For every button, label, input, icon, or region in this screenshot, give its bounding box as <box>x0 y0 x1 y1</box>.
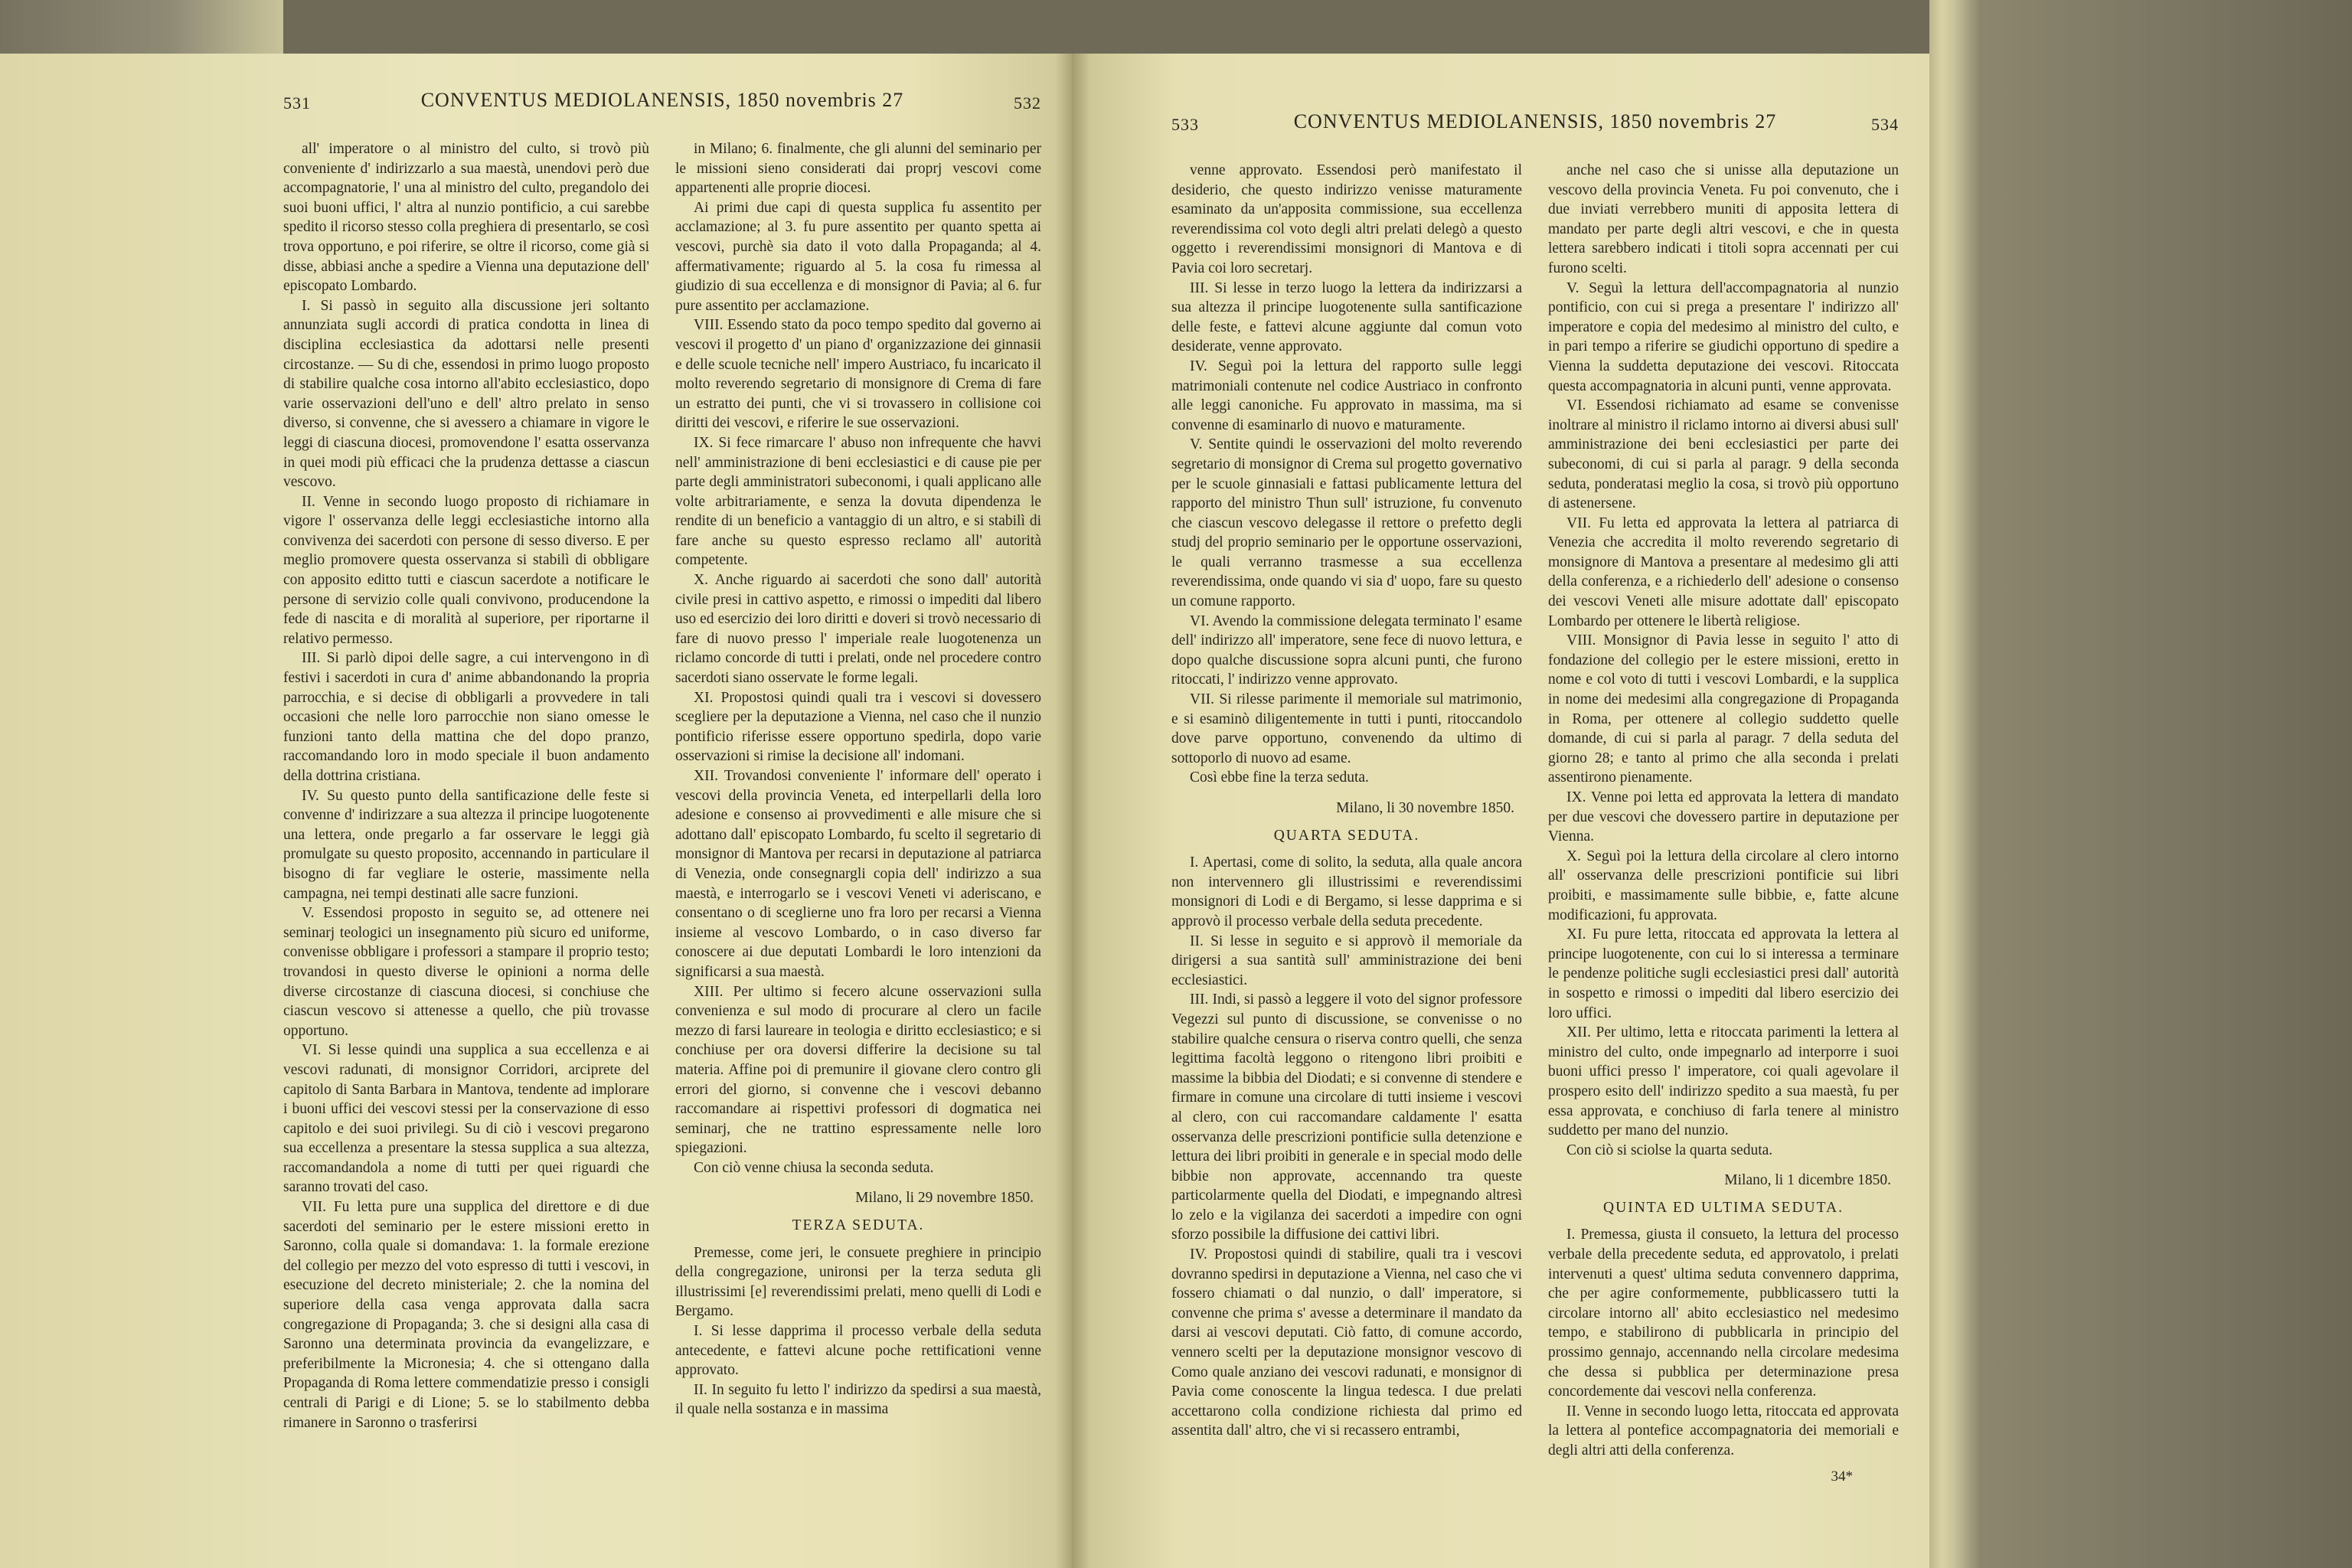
paragraph: I. Premessa, giusta il consueto, la lettura del processo verbale della precedente seduta, ed approvatolo, i prelati intervenuti a quest' ultima seduta convennero dapprima, che per agire conformemente, pubblicassero tutti la circolare intorno all' abito ecclesiastico nel medesimo tempo, e stabilirono di pubblicarla in principio del prossimo gennajo, accennando nella circolare medesima che dessa si pubblica per determinazione presa concordemente dai vescovi nella conferenza. <box>1548 1227 1899 1400</box>
paragraph: Con ciò si sciolse la quarta seduta. <box>1566 1142 1773 1158</box>
text-column <box>283 139 649 1432</box>
session-heading: QUARTA SEDUTA. <box>1273 827 1420 844</box>
page-number: 532 <box>1014 93 1041 113</box>
book-gutter <box>1055 54 1090 1568</box>
page-number: 533 <box>1171 115 1199 134</box>
text-column <box>1548 161 1899 1486</box>
paragraph: XI. Propostosi quindi quali tra i vescovi si dovessero scegliere per la deputazione a Vienna, nel caso che il nunzio pontificio riferisse essere opportuno spedirla, dopo varie osservazioni si rimise la decisione all' indomani. <box>675 689 1041 765</box>
paragraph: VI. Si lesse quindi una supplica a sua eccellenza e ai vescovi radunati, di monsignor Corridori, arciprete del capitolo di Santa Barbara in Mantova, tendente ad implorare i buoni uffici dei vescovi stessi per la conservazione di esso capitolo e dei suoi privilegi. Su di ciò i vescovi pregarono sua eccellenza a presentare la stessa supplica a sua altezza, raccomandandola a nome di tutti per quei riguardi che saranno trovati del caso. <box>283 1042 649 1196</box>
paragraph: Così ebbe fine la terza seduta. <box>1190 769 1369 786</box>
paragraph: II. Venne in secondo luogo letta, ritoccata ed approvata la lettera al pontefice accompagnatoria dei memoriali e degli altri atti della conferenza. <box>1548 1403 1899 1459</box>
paragraph: X. Seguì poi la lettura della circolare al clero intorno all' osservanza delle prescrizioni pontificie sui libri proibiti, e massimamente sulle bibbie, e, fatte alcune modificazioni, fu approvata. <box>1548 848 1899 923</box>
paragraph: IX. Venne poi letta ed approvata la lettera di mandato per due vescovi che dovessero partire in deputazione per Vienna. <box>1548 789 1899 845</box>
page-number: 534 <box>1871 115 1899 134</box>
paragraph: IV. Propostosi quindi di stabilire, quali tra i vescovi dovranno spedirsi in deputazione a Vienna, nel caso che vi fossero chiamati o dal nunzio, o dall' imperatore, si convenne che prima s' avesse a determinare il mandato da darsi ai vescovi deputati. Ciò fatto, di comune accordo, vennero scelti per la deputazione monsignor vescovo di Como quale anziano dei vescovi radunati, e monsignor di Pavia come conoscente la lingua tedesca. I due prelati accettarono colla condizione richiesta dal primo ed assentita dall' altro, che vi si recassero entrambi, <box>1171 1246 1522 1439</box>
running-title: CONVENTUS MEDIOLANENSIS, 1850 novembris 27 <box>420 89 904 111</box>
paragraph: XIII. Per ultimo si fecero alcune osservazioni sulla convenienza e sul modo di procurare al clero un facile mezzo di farsi laureare in teologia e diritto ecclesiastico; e si conchiuse per ora doversi differire la decisione su tal materia. Affine poi di premunire il giovane clero contro gli errori del giorno, si convenne che i vescovi debanno raccomandare ai rispettivi professori di dogmatica nei seminarj, che ne trattino espressamente nelle loro spiegazioni. <box>675 983 1041 1157</box>
paragraph: I. Si lesse dapprima il processo verbale della seduta antecedente, e fattevi alcune poche rettificationi venne approvato. <box>675 1323 1041 1379</box>
right-page-edge <box>1929 0 2352 1568</box>
left-page-header <box>283 78 1041 139</box>
paragraph: V. Sentite quindi le osservazioni del molto reverendo segretario di monsignor di Crema sul progetto governativo per le scuole ginnasiali e fattasi publicamente lettura del rapporto del ministro Thun sull' istruzione, fu convenuto che ciascun vescovo delegasse il rettore o prefetto degli studj del proprio seminario per le opportune osservazioni, le quali verranno trasmesse a sua eccellenza reverendissima, onde quando vi sia d' uopo, fare su questo un comune rapporto. <box>1171 436 1522 610</box>
paragraph: VI. Essendosi richiamato ad esame se convenisse inoltrare al ministro il riclamo intorno ai diversi abusi sull' amministrazione dei beni ecclesiastici per parte dei subeconomi, di cui si parla al paragr. 9 della seconda seduta, ponderatasi meglio la cosa, si trovò più opportuno di astenersene. <box>1548 397 1899 512</box>
paragraph: II. In seguito fu letto l' indirizzo da spedirsi a sua maestà, il quale nella sostanza e in massima <box>675 1381 1041 1418</box>
session-date: Milano, li 29 novembre 1850. <box>855 1190 1034 1207</box>
paragraph: IV. Su questo punto della santificazione delle feste si convenne d' indirizzare a sua altezza il principe luogotenente una lettera, onde pregarlo a far osservare le leggi già promulgate su questo proposito, accennando in particulare il bisogno di far vegliare le osterie, massimente nella campagna, nei tempi destinati alle sacre funzioni. <box>283 787 649 902</box>
paragraph: VII. Fu letta ed approvata la lettera al patriarca di Venezia che accredita il molto reverendo segretario di monsignore di Mantova a presentare al medesimo gli atti della conferenza, e a richiederlo dell' adesione o consenso dei vescovi Veneti alle misure adottate dall' episcopato Lombardo per ottenere le libertà religiose. <box>1548 514 1899 629</box>
paragraph: XII. Trovandosi conveniente l' informare dell' operato i vescovi della provincia Veneta, ed interpellarli della loro adesione e consenso ai provvedimenti e alle misure che si adottano dall' episcopato Lombardo, fu scelto il segretario di monsignor di Mantova per recarsi in deputazione al patriarca di Venezia, onde consegnargli copia dell' indirizzo a sua maestà, e interrogarlo se i vescovi Veneti vi aderiscano, e consentano o di sceglierne uno fra loro per recarsi a Vienna insieme al vescovo Lombardo, o in caso diverso far conoscere ai due deputati Lombardi le loro intenzioni da significarsi a sua maestà. <box>675 768 1041 980</box>
paragraph: X. Anche riguardo ai sacerdoti che sono dall' autorità civile presi in cattivo aspetto, e rimossi o impediti dal libero uso ed esercizio dei loro diritti e doveri si trovò necessario di fare di nuovo presso l' imperiale reale luogotenenza un riclamo concorde di tutti i prelati, onde nel procedere contro sacerdoti siano osservate le forme legali. <box>675 572 1041 687</box>
session-date: Milano, li 30 novembre 1850. <box>1336 800 1514 816</box>
running-title: CONVENTUS MEDIOLANENSIS, 1850 novembris 27 <box>1293 110 1777 132</box>
paragraph: II. Si lesse in seguito e si approvò il memoriale da dirigersi a sua santità sull' amministrazione dei beni ecclesiastici. <box>1171 933 1522 988</box>
session-heading: QUINTA ED ULTIMA SEDUTA. <box>1603 1199 1844 1216</box>
session-date: Milano, li 1 dicembre 1850. <box>1724 1172 1891 1189</box>
paragraph: II. Venne in secondo luogo proposto di richiamare in vigore l' osservanza delle leggi ecclesiastiche intorno alla convivenza dei sacerdoti con persone di sesso diverso. E per meglio promovere questa osservanza si stabilì di obbligare con apposito editto tutti e ciascun sacerdote a notificare le persone di servizio colle quali convivono, producendone la fede di nascita e di moralità al superiore, per riportarne il relativo permesso. <box>283 493 649 647</box>
right-page-header <box>1171 100 1899 161</box>
left-page <box>0 54 1072 1568</box>
text-column <box>1171 161 1522 1486</box>
paragraph: III. Si lesse in terzo luogo la lettera da indirizzarsi a sua altezza il principe luogotenente sulla santificazione delle feste, e fattevi alcune aggiunte dal comun voto desiderate, venne approvato. <box>1171 279 1522 355</box>
paragraph: VII. Si rilesse parimente il memoriale sul matrimonio, e si esaminò diligentemente in tutti i punti, ritoccandolo dove parve opportuno, convenendo da ultimo di sottoporlo di nuovo ad esame. <box>1171 691 1522 766</box>
paragraph: VII. Fu letta pure una supplica del direttore e di due sacerdoti del seminario per le estere missioni eretto in Saronno, colla quale si domandava: 1. la formale erezione del collegio per mezzo del voto espresso di tutti i vescovi, in esecuzione del decreto ministeriale; 2. che la nomina del superiore della casa venga approvata dalla sacra congregazione di Propaganda; 3. che si designi alla casa di Saronno una determinata provincia da evangelizzare, e preferibilmente la Micronesia; 4. che si ottengano dalla Propaganda di Roma lettere commendatizie presso i consigli centrali di Parigi e di Lione; 5. se lo stabilmento debba rimanere in Saronno o trasferirsi <box>283 1199 649 1431</box>
paragraph: XI. Fu pure letta, ritoccata ed approvata la lettera al principe luogotenente, con cui lo si interessa a terminare le pendenze politiche sugli ecclesiastici presi dall' autorità in sospetto e rimossi o impediti dal libero esercizio dei loro uffici. <box>1548 926 1899 1021</box>
paragraph: V. Seguì la lettura dell'accompagnatoria al nunzio pontificio, con cui si prega a presentare l' indirizzo all' imperatore e copia del medesimo al ministro del culto, e in pari tempo a riferire se giudichi opportuno di spedire a Vienna la suddetta deputazione dei vescovi. Ritoccata questa accompagnatoria in alcuni punti, venne approvata. <box>1548 279 1899 394</box>
signature-mark: 34* <box>1831 1468 1853 1485</box>
paragraph: Con ciò venne chiusa la seconda seduta. <box>694 1159 934 1176</box>
paragraph: V. Essendosi proposto in seguito se, ad ottenere nei seminarj teologici un insegnamento più sicuro ed uniforme, convenisse obbligare i professori a stampare il proprio testo; trovandosi in questo diverse le opinioni a norma delle diverse circostanze di ciascuna diocesi, si conchiuse che ciascun vescovo si attenesse a quello, che più trovasse opportuno. <box>283 905 649 1039</box>
paragraph: anche nel caso che si unisse alla deputazione un vescovo della provincia Veneta. Fu poi convenuto, che i due inviati verrebbero muniti di apposita lettera di mandato per parte degli altri vescovi, e che in questa lettera sarebbero indicati i titoli sopra accennati per cui furono scelti. <box>1548 162 1899 276</box>
paragraph: VI. Avendo la commissione delegata terminato l' esame dell' indirizzo all' imperatore, sene fece di nuovo lettura, e dopo qualche discussione sopra alcuni punti, che furono ritoccati, l' indirizzo venne approvato. <box>1171 612 1522 688</box>
paragraph: III. Indi, si passò a leggere il voto del signor professore Vegezzi sul punto di discussione, se convenisse o no stabilire qualche censura o riserva contro quelli, che senza legittima facoltà leggono o ritengono libri proibiti e massime la bibbia del Diodati; e si convenne di stendere e firmare in comune una circolare di tutti insieme i vescovi al clero, con cui raccomandare caldamente l' esatta osservanza delle prescrizioni pontificie sulla detenzione e lettura dei libri proibiti in generale e in special modo delle bibbie non approvate, accennando tra queste particolarmente quella del Diodati, e impegnando altresì lo zelo e la vigilanza dei sacerdoti a impedire con ogni sforzo possibile la diffusione dei cattivi libri. <box>1171 991 1522 1243</box>
paragraph: IX. Si fece rimarcare l' abuso non infrequente che havvi nell' amministrazione di beni ecclesiastici e di cause pie per parte degli amministratori subeconomi, i quali applicano alle volte arbitrariamente, e senza la dovuta dipendenza le rendite di un beneficio a vantaggio di un altro, e si stabilì di fare anche su questo espresso reclamo all' autorità competente. <box>675 434 1041 569</box>
paragraph: IV. Seguì poi la lettura del rapporto sulle leggi matrimoniali contenute nel codice Austriaco in confronto alle leggi canoniche. Fu approvato in massima, ma si convenne di esaminarlo di nuovo e maturamente. <box>1171 358 1522 433</box>
paragraph: VIII. Monsignor di Pavia lesse in seguito l' atto di fondazione del collegio per le estere missioni, eretto in nome e col voto di tutti i vescovi Lombardi, e la supplica in nome dei medesimi alla congregazione di Propaganda in Roma, per ottenere al collegio suddetto quelle domande, di cui si parla al paragr. 7 della seduta del giorno 28; e tanto al primo che alla seconda i prelati assentirono pienamente. <box>1548 632 1899 786</box>
page-number: 531 <box>283 93 311 113</box>
paragraph: XII. Per ultimo, letta e ritoccata parimenti la lettera al ministro del culto, onde impegnarlo ad interporre i suoi buoni uffici presso l' imperatore, coi quali agevolare il prospero esito dell' indirizzo spedito a sua maestà, fu per essa approvata, e conchiuso di farla tenere al ministro suddetto per mano del nunzio. <box>1548 1024 1899 1139</box>
paragraph: I. Si passò in seguito alla discussione jeri soltanto annunziata sugli accordi di pratica condotta in linea di disciplina ecclesiastica da adottarsi nelle presenti circostanze. — Su di che, essendosi in primo luogo proposto di stabilire qualche cosa intorno all'abito ecclesiastico, dopo varie osservazioni dell'uno e dell' altro prelato in senso diverso, si convenne, che si avessero a chiamare in vigore le leggi di ciascuna diocesi, promovendone l' esatta osservanza in quei modi più efficaci che la prudenza dettasse a ciascun vescovo. <box>283 297 649 491</box>
paragraph: Ai primi due capi di questa supplica fu assentito per acclamazione; al 3. fu pure assentito per quanto spetta ai vescovi, purchè sia dato il voto dalla Propaganda; al 4. affermativamente; riguardo al 5. la cosa fu rimessa al giudizio di sua eccellenza e di monsignor di Pavia; al 6. fur pure assentito per acclamazione. <box>675 199 1041 314</box>
session-heading: TERZA SEDUTA. <box>792 1217 925 1234</box>
paragraph: III. Si parlò dipoi delle sagre, a cui intervengono in dì festivi i sacerdoti in cura d' anime abbandonando la propria parrocchia, e si decise di obbligarli a provvedere in tali occasioni che nelle loro parrocchie non siano omesse le funzioni tanto della mattina che del dopo pranzo, raccomandando loro in modo speciale il buon andamento della dottrina cristiana. <box>283 650 649 784</box>
text-column <box>675 139 1041 1432</box>
paragraph: in Milano; 6. finalmente, che gli alunni del seminario per le missioni sieno considerati dai proprj vescovi come appartenenti alle proprie diocesi. <box>675 141 1041 197</box>
paragraph: venne approvato. Essendosi però manifestato il desiderio, che questo indirizzo venisse maturamente esaminato da un'apposita commissione, sua eccellenza reverendissima col voto degli altri prelati delegò a questo oggetto i reverendissimi monsignori di Mantova e di Pavia coi loro secretarj. <box>1171 162 1522 276</box>
paragraph: all' imperatore o al ministro del culto, si trovò più conveniente d' indirizzarlo a sua maestà, unendovi però due accompagnatorie, l' una al ministro del culto, pregandolo dei suoi buoni uffici, l' altra al nunzio pontificio, a cui sarebbe spedito il ricorso stesso colla preghiera di presentarlo, se così trova opportuno, e poi riferire, se oltre il ricorso, come già si disse, abbiasi anche a spedire a Vienna una deputazione dell' episcopato Lombardo. <box>283 141 649 295</box>
right-page <box>1072 54 1929 1568</box>
paragraph: VIII. Essendo stato da poco tempo spedito dal governo ai vescovi il progetto d' un piano d' organizzazione dei ginnasii e delle scuole tecniche nell' impero Austriaco, fu incaricato il molto reverendo segretario di monsignore di Crema di fare un estratto dei punti, che vi si trovassero in collisione coi diritti dei vescovi, e riferire le sue osservazioni. <box>675 317 1041 432</box>
paragraph: Premesse, come jeri, le consuete preghiere in principio della congregazione, unironsi per la terza seduta gli illustrissimi [e] reverendissimi prelati, meno quelli di Lodi e Bergamo. <box>675 1244 1041 1320</box>
paragraph: I. Apertasi, come di solito, la seduta, alla quale ancora non intervennero gli illustrissimi e reverendissimi monsignori di Lodi e di Bergamo, si lesse dapprima e si approvò il processo verbale della seduta precedente. <box>1171 854 1522 929</box>
